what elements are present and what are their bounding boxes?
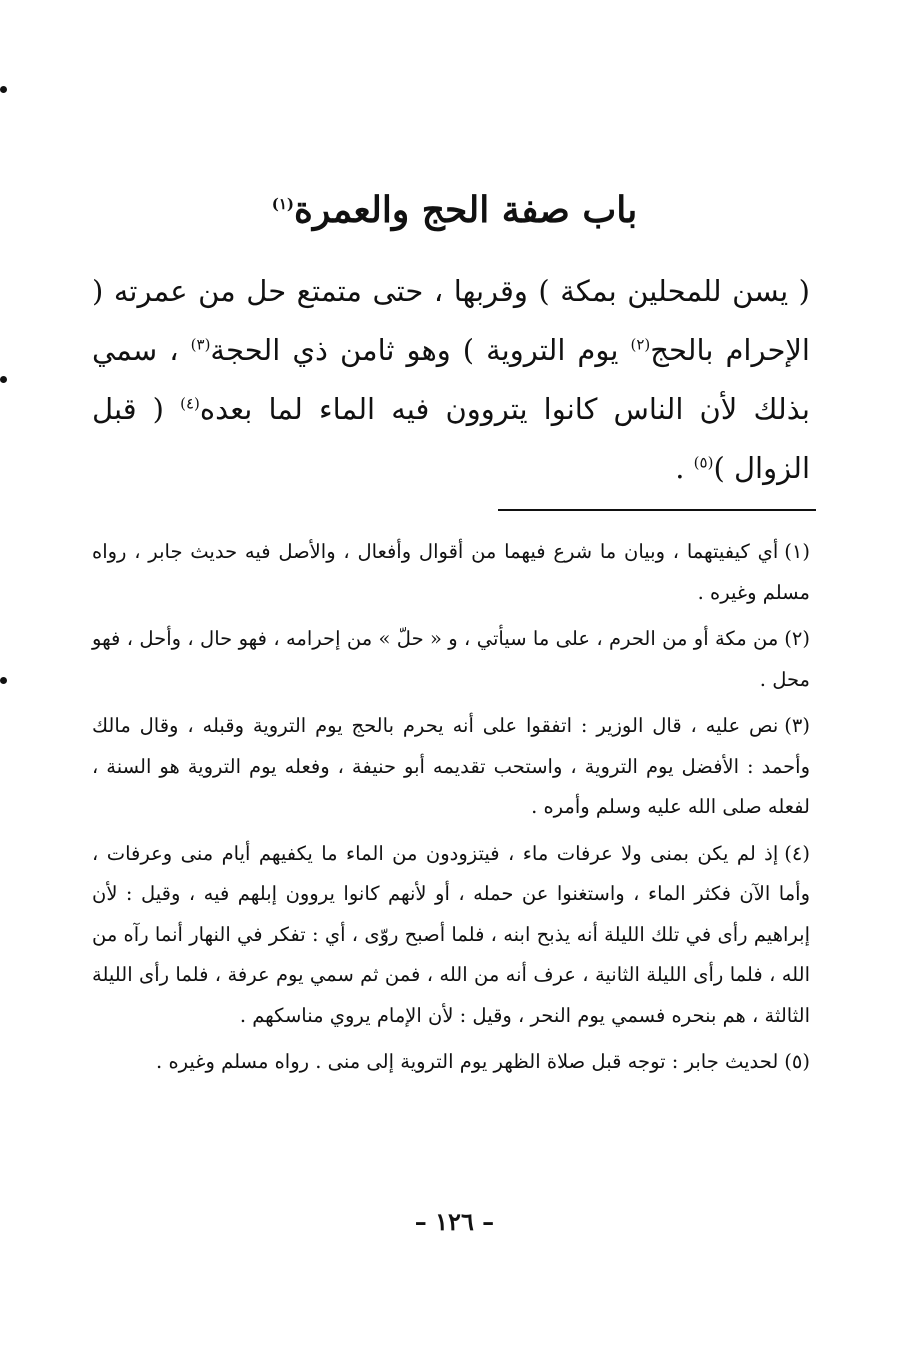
chapter-title xyxy=(0,185,909,235)
footnote-number: (٥) xyxy=(784,1050,810,1073)
main-text-segment: يوم التروية ) وهو ثامن ذي الحجة xyxy=(210,333,631,367)
footnote-3 xyxy=(92,706,810,828)
footnote-number: (٣) xyxy=(784,714,810,737)
main-text xyxy=(92,262,810,498)
footnote-ref-1: (١) xyxy=(271,195,294,213)
margin-mark xyxy=(0,677,7,684)
footnotes xyxy=(92,532,810,1089)
margin-mark xyxy=(0,376,7,383)
footnote-5 xyxy=(92,1042,810,1083)
main-text-segment: ، سمي بذلك لأن الناس كانوا يتروون فيه الماء لما بعده xyxy=(92,333,811,426)
footnote-number: (٢) xyxy=(784,627,810,650)
footnote-ref-4: (٤) xyxy=(180,394,200,413)
footnote-1 xyxy=(92,532,810,613)
main-text-segment: . xyxy=(675,451,694,485)
main-text-segment: ( قبل الزوال ) xyxy=(92,392,810,485)
footnote-ref-3: (٣) xyxy=(190,335,211,354)
footnote-text: أي كيفيتهما ، وبيان ما شرع فيهما من أقوال وأفعال ، والأصل فيه حديث جابر ، رواه مسلم وغيره . xyxy=(92,540,810,604)
footnote-ref-2: (٢) xyxy=(630,335,651,354)
footnote-text: لحديث جابر : توجه قبل صلاة الظهر يوم التروية إلى منى . رواه مسلم وغيره . xyxy=(156,1050,779,1073)
footnote-text: إذ لم يكن بمنى ولا عرفات ماء ، فيتزودون من الماء ما يكفيهم أيام منى وعرفات ، وأما الآن فكثر الماء ، واستغنوا عن حمله ، أو لأنهم كانوا يروون إبلهم فيه ، وقيل : لأن إبراهيم رأى في تلك الليلة أنه يذبح ابنه ، فلما أصبح روّى ، أي : تفكر في النهار أنما رآه من الله ، فلما رأى الليلة الثانية ، عرف أنه من الله ، فمن ثم سمي يوم عرفة ، فلما رأى الليلة الثالثة ، هم بنحره فسمي يوم النحر ، وقيل : لأن الإمام يروي مناسكهم . xyxy=(92,841,810,1027)
margin-mark xyxy=(0,86,7,93)
main-text-segment: ( يسن للمحلين بمكة ) وقربها ، حتى متمتع حل من عمرته ( الإحرام بالحج xyxy=(92,274,810,367)
main-paragraph xyxy=(92,262,810,498)
chapter-title-text: باب صفة الحج والعمرة xyxy=(294,189,638,231)
footnote-4 xyxy=(92,834,810,1037)
footnote-ref-5: (٥) xyxy=(693,453,714,472)
footnote-2 xyxy=(92,619,810,700)
footnote-separator xyxy=(498,509,816,511)
footnote-number: (١) xyxy=(784,540,810,563)
footnote-number: (٤) xyxy=(784,841,810,865)
footnote-text: من مكة أو من الحرم ، على ما سيأتي ، و « حلّ » من إحرامه ، فهو حال ، وأحل ، فهو محل . xyxy=(92,627,810,691)
footnote-text: نص عليه ، قال الوزير : اتفقوا على أنه يحرم بالحج يوم التروية وقبله ، وقال مالك وأحمد : الأفضل يوم التروية ، واستحب تقديمه أبو حنيفة ، وفعله يوم التروية هو السنة ، لفعله صلى الله عليه وسلم وأمره . xyxy=(92,714,810,818)
page-number: – ١٢٦ – xyxy=(414,1207,495,1236)
